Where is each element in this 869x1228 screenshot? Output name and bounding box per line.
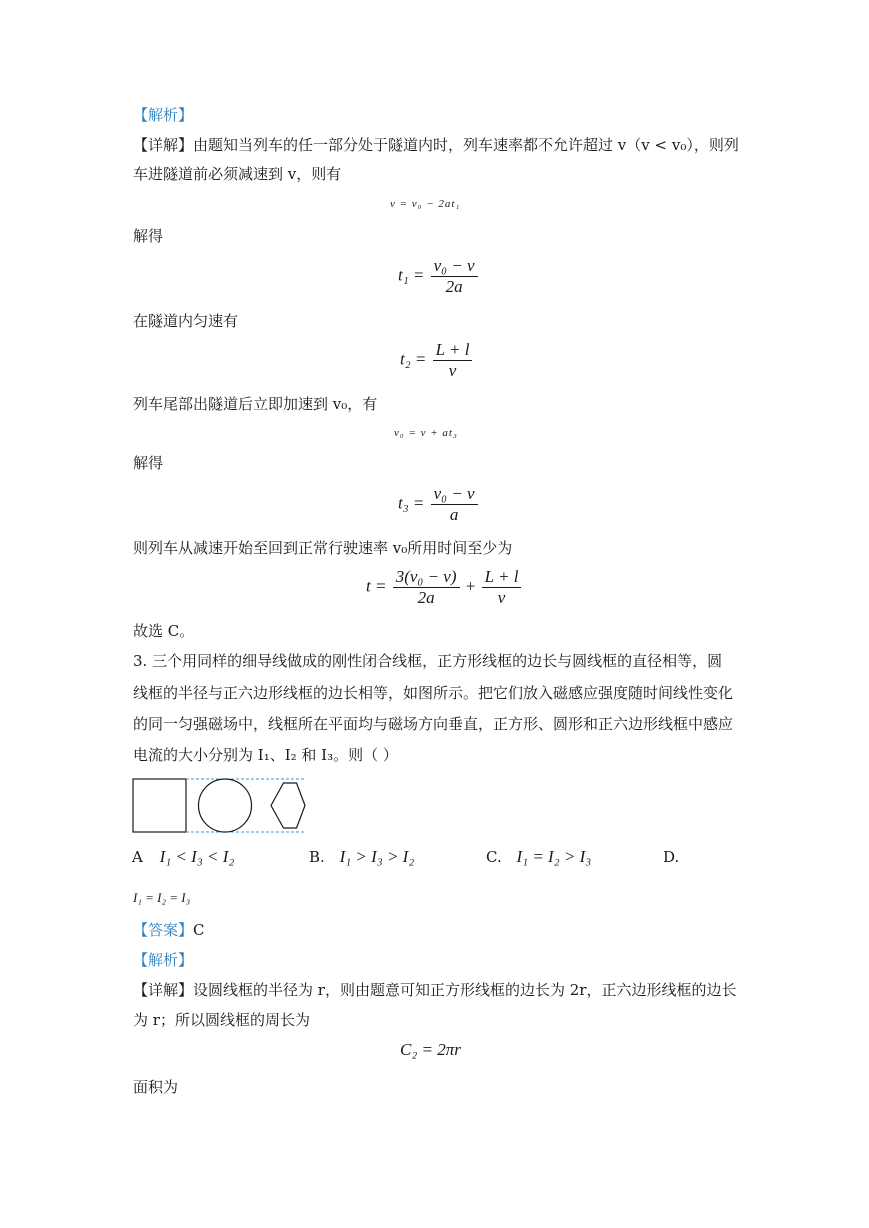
circle-frame — [199, 779, 252, 832]
equation-total — [366, 567, 523, 608]
detail-label-2: 【详解】 — [133, 981, 194, 999]
equation-t3 — [398, 484, 480, 525]
option-d — [663, 846, 679, 868]
fraction-2 — [482, 567, 522, 608]
equation-1: v = v₀ − 2at₁ — [390, 198, 461, 210]
option-a — [132, 846, 234, 868]
numerator: L + l — [435, 340, 470, 359]
option-c — [486, 846, 591, 868]
denominator: v — [448, 361, 457, 380]
answer-value: C — [193, 921, 205, 939]
eq-t3-lhs: t₃ = — [398, 493, 425, 513]
option-c-label: C. — [486, 848, 502, 866]
answer-line — [133, 919, 205, 941]
detail-label: 【详解】 — [133, 136, 194, 154]
question3-line-1: 3. 三个用同样的细导线做成的刚性闭合线框，正方形线框的边长与圆线框的直径相等，圆 — [133, 652, 723, 670]
numerator: v₀ − v — [433, 484, 475, 503]
total-time-label: 则列车从减速开始至回到正常行驶速率 v₀所用时间至少为 — [133, 539, 513, 557]
equation-t1 — [398, 256, 480, 297]
numerator-2: L + l — [484, 567, 519, 586]
fraction — [431, 256, 478, 297]
option-a-label: A — [132, 848, 143, 866]
analysis-label: 【解析】 — [133, 106, 194, 124]
shapes-figure — [130, 775, 310, 835]
denominator: 2a — [445, 277, 463, 296]
denominator-2: v — [497, 588, 506, 607]
accel-label: 列车尾部出隧道后立即加速到 v₀，有 — [133, 395, 378, 413]
equation-c2: C₂ = 2πr — [400, 1040, 461, 1059]
numerator-1: 3(v₀ − v) — [395, 567, 457, 586]
detail2-line-1 — [133, 979, 736, 1001]
solve-label-1: 解得 — [133, 227, 164, 245]
answer-label: 【答案】 — [133, 921, 194, 939]
denominator: a — [449, 505, 459, 524]
fraction — [431, 484, 478, 525]
eq-t1-lhs: t₁ = — [398, 265, 425, 285]
detail2-line-2: 为 r；所以圆线框的周长为 — [133, 1011, 310, 1029]
option-d-label: D. — [663, 848, 680, 866]
detail2-text-1: 设圆线框的半径为 r，则由题意可知正方形线框的边长为 2r，正六边形线框的边长 — [193, 981, 737, 999]
option-b — [309, 846, 414, 868]
hexagon-frame — [271, 783, 305, 828]
choose-line: 故选 C。 — [133, 622, 195, 640]
question3-line-4: 电流的大小分别为 I₁、I₂ 和 I₃。则（ ） — [133, 746, 398, 764]
detail-text-1: 由题知当列车的任一部分处于隧道内时，列车速率都不允许超过 v（v < v₀），则列 — [193, 136, 739, 154]
analysis-label-2: 【解析】 — [133, 951, 194, 969]
question3-line-2: 线框的半径与正六边形线框的边长相等，如图所示。把它们放入磁感应强度随时间线性变化 — [133, 684, 734, 702]
fraction — [433, 340, 473, 381]
option-d-text: I₁ = I₂ = I₃ — [133, 890, 191, 905]
plus-sign: + — [465, 576, 476, 596]
uniform-label: 在隧道内匀速有 — [133, 312, 239, 330]
option-c-text: I₁ = I₂ > I₃ — [516, 847, 592, 866]
option-b-text: I₁ > I₃ > I₂ — [339, 847, 415, 866]
eq-t2-lhs: t₂ = — [400, 349, 427, 369]
detail-line-2: 车进隧道前必须减速到 v，则有 — [133, 165, 342, 183]
question3-line-3: 的同一匀强磁场中，线框所在平面均与磁场方向垂直，正方形、圆形和正六边形线框中感应 — [133, 715, 734, 733]
option-a-text: I₁ < I₃ < I₂ — [159, 847, 235, 866]
detail-line-1 — [133, 134, 739, 156]
equation-4: v₀ = v + at₃ — [394, 427, 458, 439]
fraction-1 — [393, 567, 460, 608]
eq-total-lhs: t = — [366, 576, 387, 596]
option-b-label: B. — [309, 848, 325, 866]
square-frame — [133, 779, 186, 832]
numerator: v₀ − v — [433, 256, 475, 275]
solve-label-2: 解得 — [133, 454, 164, 472]
denominator-1: 2a — [417, 588, 435, 607]
area-label: 面积为 — [133, 1078, 179, 1096]
equation-t2 — [400, 340, 474, 381]
